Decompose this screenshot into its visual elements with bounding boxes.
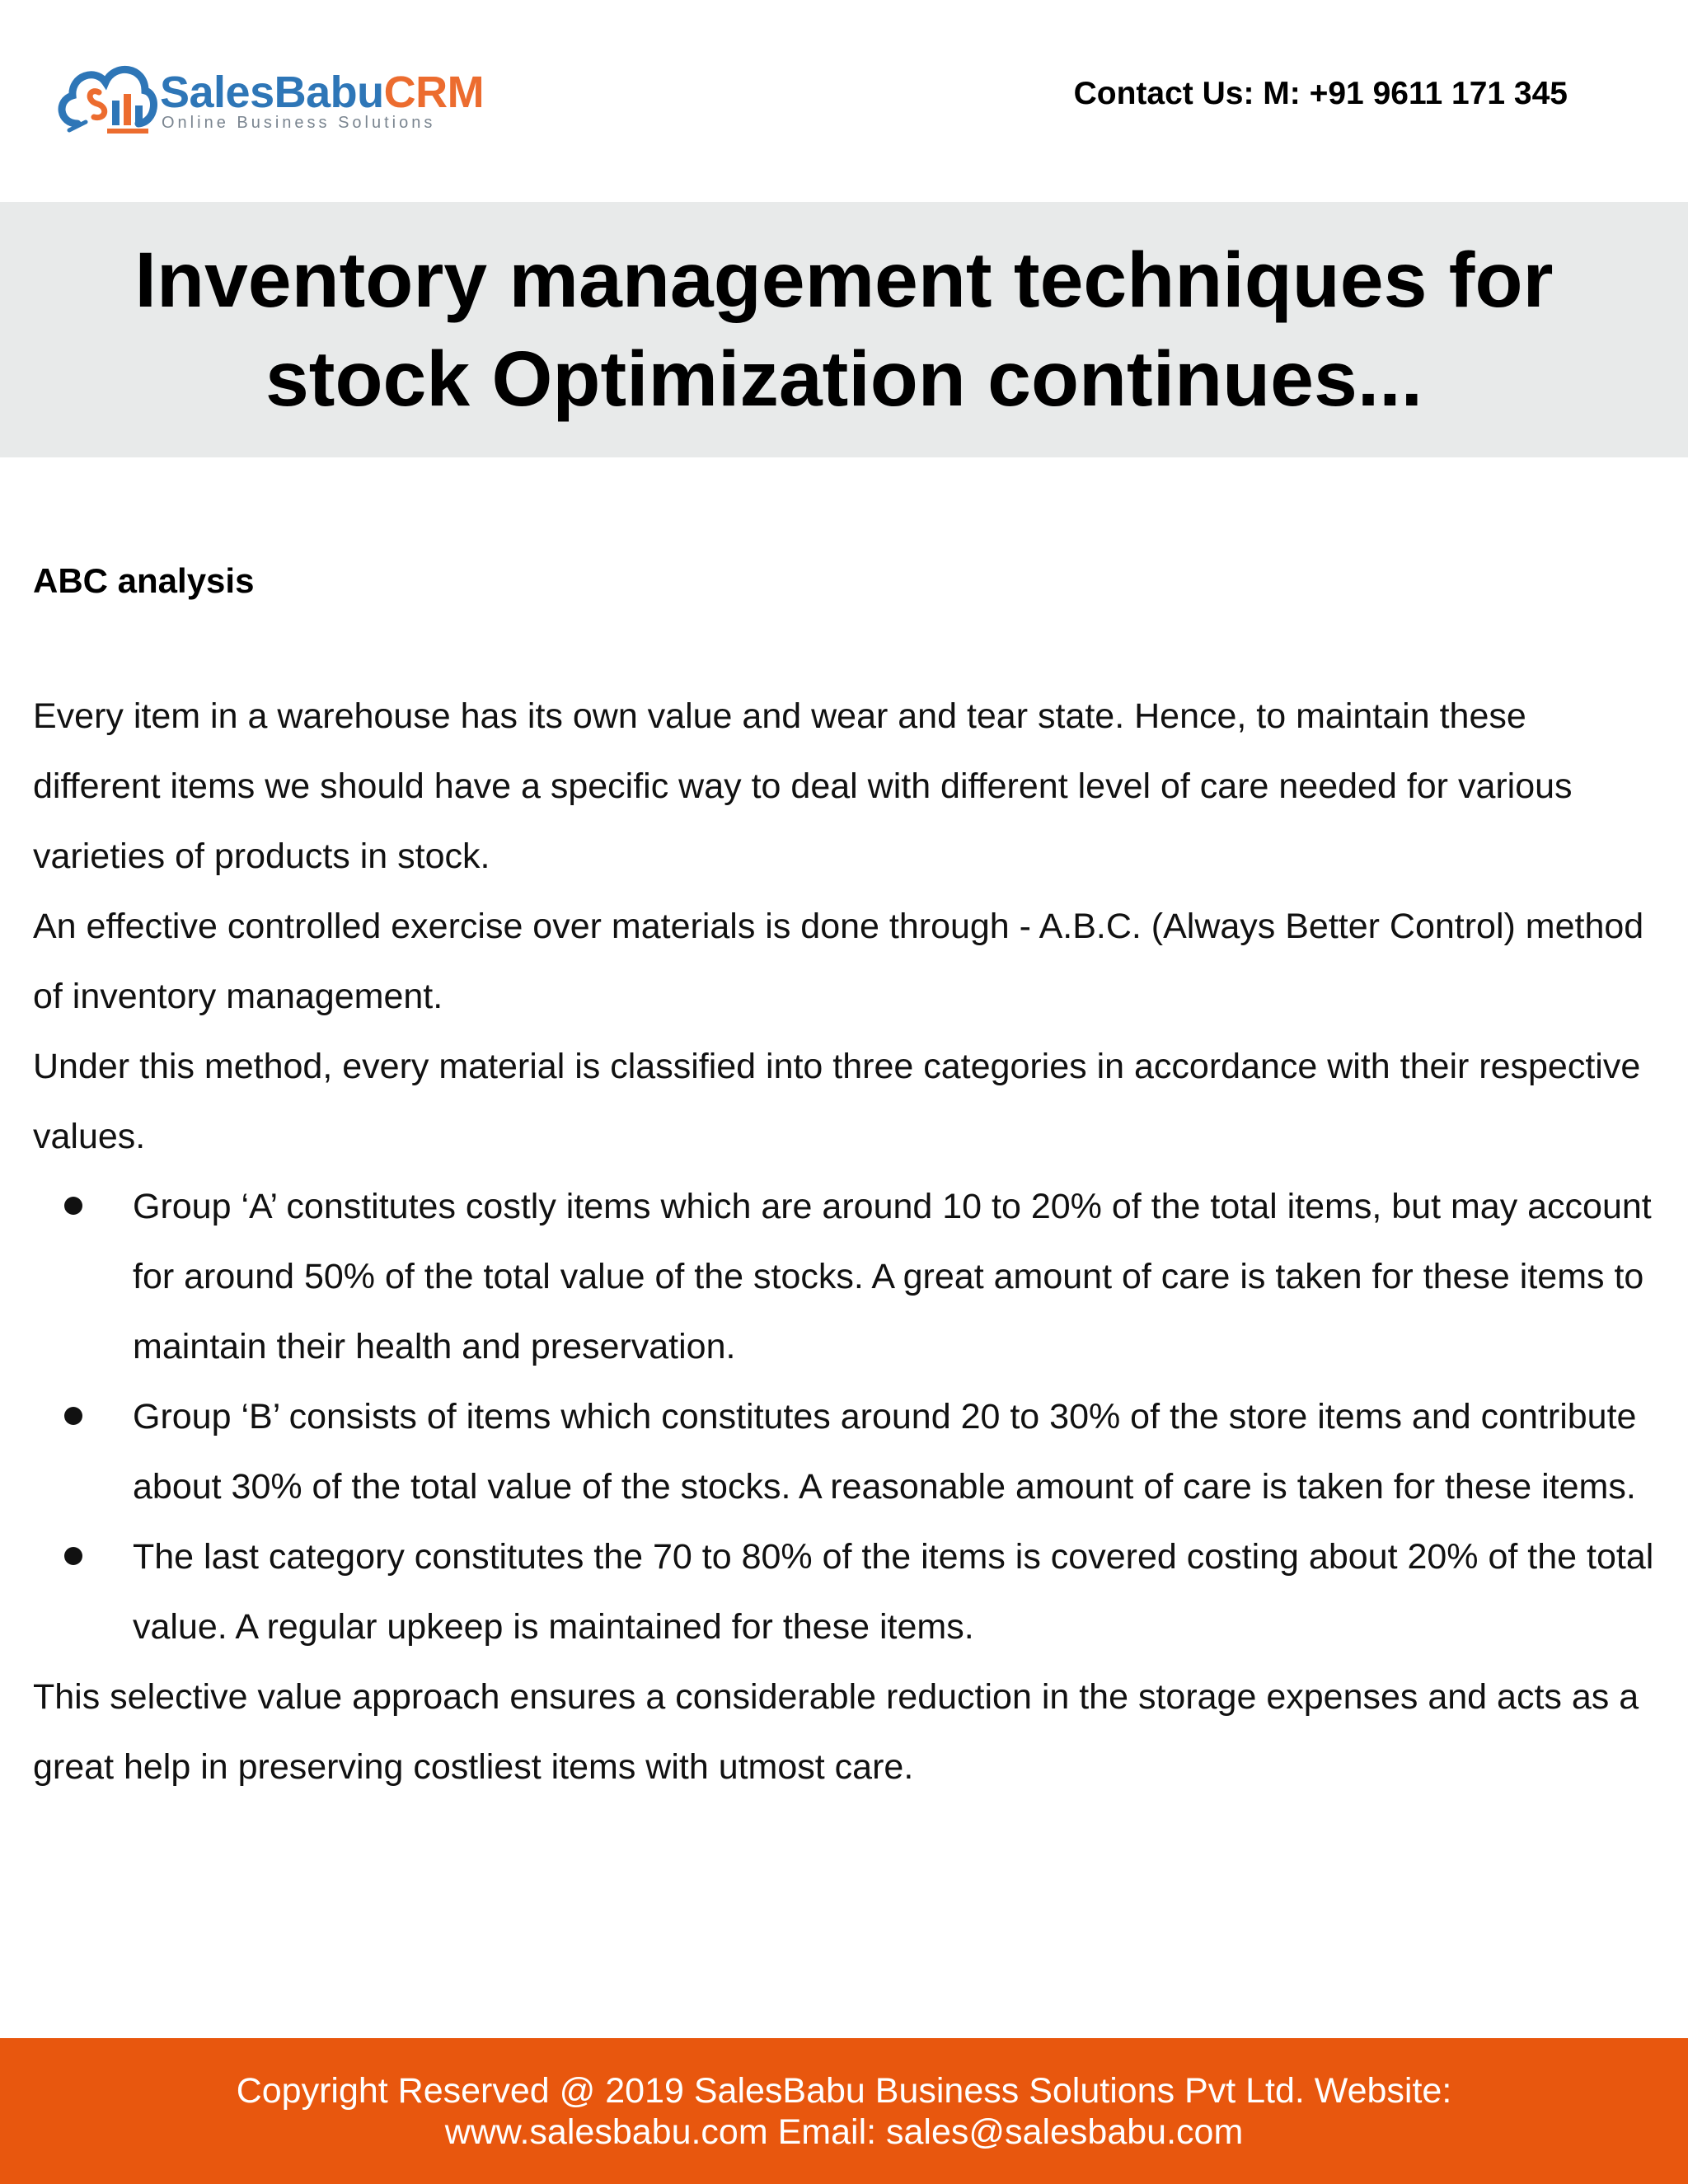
closing-paragraph: This selective value approach ensures a considerable reduction in the storage expenses and acts as a great help in preserving costliest items with utmost care. xyxy=(33,1677,1639,1787)
logo-wordmark xyxy=(160,68,484,117)
abc-categories-list xyxy=(33,1172,1655,1662)
logo-wordmark-crm: CRM xyxy=(383,68,485,117)
list-item-text: Group ‘B’ consists of items which constitutes around 20 to 30% of the store items and contribute about 30% of the total value of the stocks. A reasonable amount of care is taken for these items. xyxy=(133,1397,1637,1507)
section-spacer xyxy=(33,622,1655,682)
page-title-line-1: Inventory management techniques for xyxy=(134,237,1554,324)
contact-info: Contact Us: M: +91 9611 171 345 xyxy=(1073,76,1568,111)
list-item xyxy=(33,1522,1655,1662)
intro-paragraph-1: Every item in a warehouse has its own value and wear and tear state. Hence, to maintain these different items we should have a specific way to deal with different level of care needed for various varieties of products in stock. xyxy=(33,696,1573,876)
page-footer xyxy=(0,2038,1688,2184)
footer-copyright-line: Copyright Reserved @ 2019 SalesBabu Business Solutions Pvt Ltd. Website: xyxy=(236,2070,1452,2111)
bullet-icon xyxy=(64,1547,82,1565)
cloud-chart-logo-icon xyxy=(53,51,160,142)
salesbabu-logo xyxy=(53,51,485,142)
article-body xyxy=(33,540,1655,1802)
footer-contact-line: www.salesbabu.com Email: sales@salesbabu.com xyxy=(444,2111,1244,2152)
list-item-text: Group ‘A’ constitutes costly items which are around 10 to 20% of the total items, but may account for around 50% of the total value of the stocks. A great amount of care is taken for these items to maintain their health and preservation. xyxy=(133,1187,1652,1366)
section-heading: ABC analysis xyxy=(33,561,255,600)
page-title-line-2: stock Optimization continues... xyxy=(265,335,1423,423)
intro-paragraph-2: An effective controlled exercise over materials is done through - A.B.C. (Always Better Control) method of inventory management. xyxy=(33,907,1644,1016)
page-header xyxy=(0,0,1688,202)
list-item-text: The last category constitutes the 70 to 80% of the items is covered costing about 20% of the total value. A regular upkeep is maintained for these items. xyxy=(133,1537,1654,1647)
bullet-icon xyxy=(64,1197,82,1215)
list-item xyxy=(33,1172,1655,1382)
list-item xyxy=(33,1382,1655,1522)
page-title xyxy=(24,231,1664,429)
logo-tagline: Online Business Solutions xyxy=(162,114,436,132)
bullet-icon xyxy=(64,1407,82,1425)
logo-wordmark-sales: SalesBabu xyxy=(160,68,384,117)
title-banner xyxy=(0,202,1688,457)
intro-paragraph-3: Under this method, every material is classified into three categories in accordance with their respective values. xyxy=(33,1047,1641,1156)
